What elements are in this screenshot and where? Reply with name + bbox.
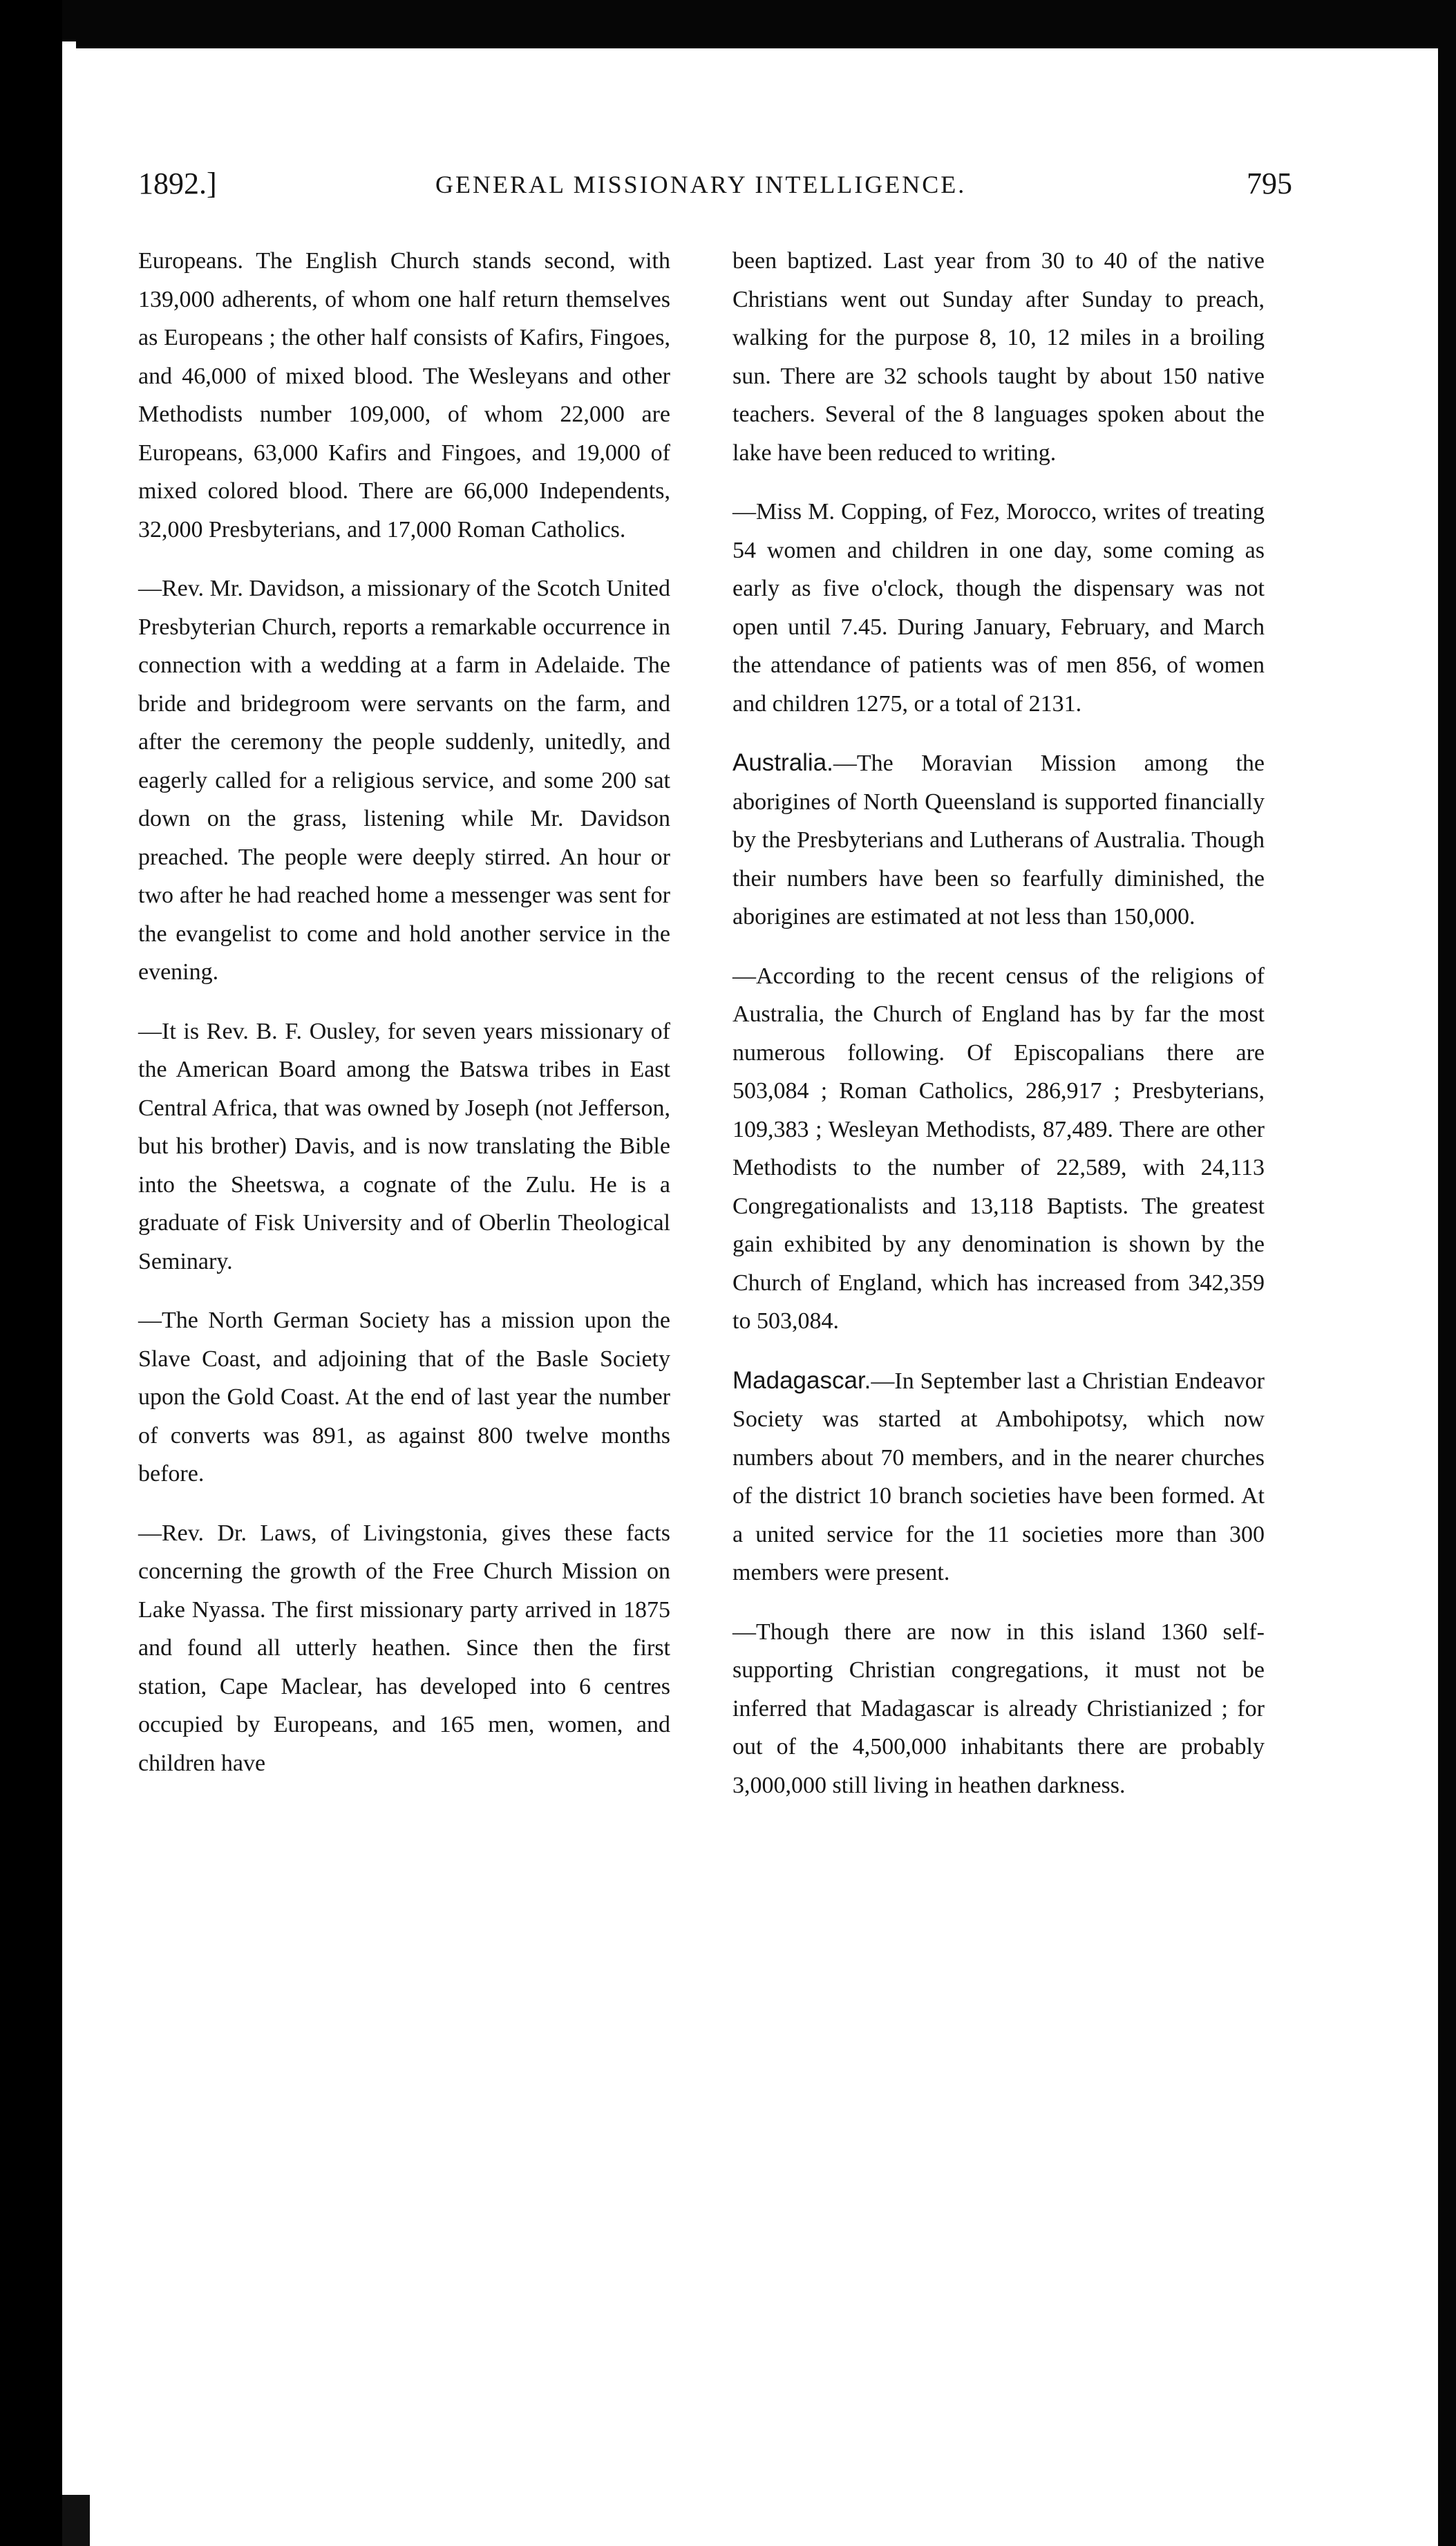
paragraph-text: —In September last a Christian Endeavor Society was started at Ambohipotsy, which now numbers about 70 members, and in the nearer churches of the district 10 branch societies have been formed. At a united service for the 11 societies more than 300 members were present. <box>732 1368 1265 1585</box>
section-paragraph-madagascar <box>732 1361 1265 1592</box>
running-head <box>138 166 1292 214</box>
section-heading-madagascar: Madagascar. <box>732 1366 871 1394</box>
scan-border-right <box>1438 0 1456 2546</box>
page-edge <box>62 41 76 2546</box>
right-column <box>732 242 1265 1825</box>
paragraph-text: —The Moravian Mission among the aborigines of North Queensland is supported financially by the Presbyterians and Lutherans of Australia. Though their numbers have been so fearfully diminished, the aborigines are estimated at not less than 150,000. <box>732 751 1265 930</box>
left-column <box>138 242 670 1803</box>
paragraph: —It is Rev. B. F. Ousley, for seven years missionary of the American Board among the Batswa tribes in East Central Africa, that was owned by Joseph (not Jefferson, but his brother) Davis, and is now translating the Bible into the Sheetswa, a cognate of the Zulu. He is a graduate of Fisk University and of Oberlin Theological Seminary. <box>138 1018 670 1274</box>
section-heading-australia: Australia. <box>732 749 833 776</box>
paragraph: —Miss M. Copping, of Fez, Morocco, writes of treating 54 women and children in one day, some coming as early as five o'clock, though the dispensary was not open until 7.45. During January, February, and March the attendance of patients was of men 856, of women and children 1275, or a total of 2131. <box>732 499 1265 717</box>
page-number: 795 <box>1247 167 1292 200</box>
header-year: 1892.] <box>138 167 217 200</box>
paragraph: —Though there are now in this island 1360 self-supporting Christian congregations, it must not be inferred that Madagascar is already Christianized ; for out of the 4,500,000 inhabitants there are probably 3,000,000 still living in heathen darkness. <box>732 1619 1265 1798</box>
header-title: GENERAL MISSIONARY INTELLIGENCE. <box>435 171 967 198</box>
document-page <box>138 166 1292 2474</box>
paragraph: been baptized. Last year from 30 to 40 of the native Christians went out Sunday after Sunday to preach, walking for the purpose 8, 10, 12 miles in a broiling sun. There are 32 schools taught by about 150 native teachers. Several of the 8 languages spoken about the lake have been reduced to writing. <box>732 248 1265 466</box>
paragraph: Europeans. The English Church stands second, with 139,000 adherents, of whom one half return themselves as Europeans ; the other half consists of Kafirs, Fingoes, and 46,000 of mixed blood. The Wesleyans and other Methodists number 109,000, of whom 22,000 are Europeans, 63,000 Kafirs and Fingoes, and 19,000 of mixed colored blood. There are 66,000 Independents, 32,000 Presbyterians, and 17,000 Roman Catholics. <box>138 248 670 543</box>
paragraph: —The North German Society has a mission upon the Slave Coast, and adjoining that of the Basle Society upon the Gold Coast. At the end of last year the number of converts was 891, as against 800 twelve months before. <box>138 1308 670 1487</box>
scan-border-bottom-tab <box>62 2495 90 2546</box>
scan-border-left <box>0 0 62 2546</box>
paragraph: —Rev. Dr. Laws, of Livingstonia, gives these facts concerning the growth of the Free Church Mission on Lake Nyassa. The first missionary party arrived in 1875 and found all utterly heathen. Since then the first station, Cape Maclear, has developed into 6 centres occupied by Europeans, and 165 men, women, and children have <box>138 1520 670 1776</box>
paragraph: —According to the recent census of the religions of Australia, the Church of England has by far the most numerous following. Of Episcopalians there are 503,084 ; Roman Catholics, 286,917 ; Presbyterians, 109,383 ; Wesleyan Methodists, 87,489. There are other Methodists to the number of 22,589, with 24,113 Congregationalists and 13,118 Baptists. The greatest gain exhibited by any denomination is shown by the Church of England, which has increased from 342,359 to 503,084. <box>732 963 1265 1334</box>
section-paragraph-australia <box>732 744 1265 936</box>
scan-border-top <box>0 0 1456 48</box>
paragraph: —Rev. Mr. Davidson, a missionary of the Scotch United Presbyterian Church, reports a remarkable occurrence in connection with a wedding at a farm in Adelaide. The bride and bridegroom were servants on the farm, and after the ceremony the people suddenly, unitedly, and eagerly called for a religious service, and some 200 sat down on the grass, listening while Mr. Davidson preached. The people were deeply stirred. An hour or two after he had reached home a messenger was sent for the evangelist to come and hold another service in the evening. <box>138 576 670 985</box>
